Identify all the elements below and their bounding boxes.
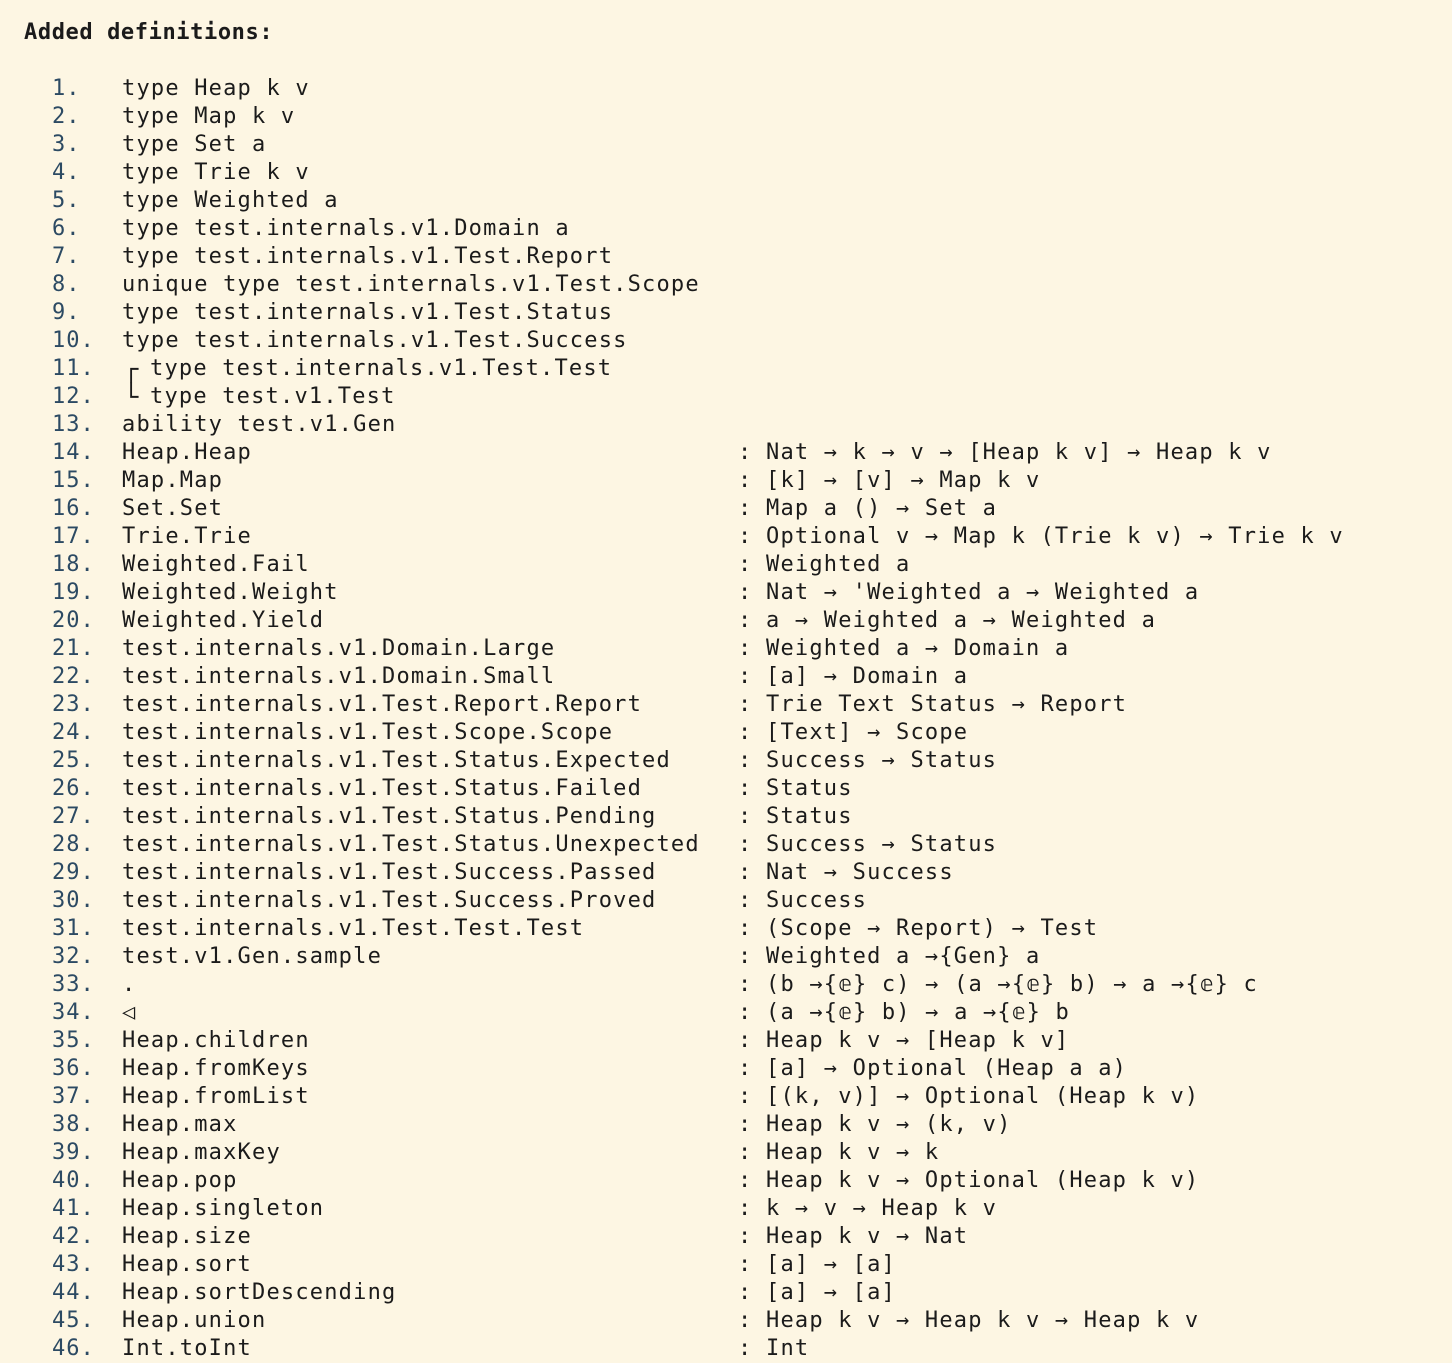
type-colon: : — [738, 1000, 752, 1025]
type-signature: Heap k v → [Heap k v] — [766, 1028, 1070, 1053]
definition-name: Heap.sortDescending — [122, 1280, 397, 1305]
type-colon: : — [738, 1280, 752, 1305]
type-signature: Status — [766, 804, 853, 829]
type-colon: : — [738, 1308, 752, 1333]
definition-number: 9. — [52, 300, 81, 325]
definition-number: 8. — [52, 272, 81, 297]
definition-name: Weighted.Yield — [122, 608, 325, 633]
type-signature: Optional v → Map k (Trie k v) → Trie k v — [766, 524, 1344, 549]
type-signature: Heap k v → Optional (Heap k v) — [766, 1168, 1200, 1193]
group-bracket: └ — [124, 383, 139, 411]
definition-number: 46. — [52, 1336, 95, 1361]
definition-name: Heap.pop — [122, 1168, 238, 1193]
type-signature: (b →{𝕖} c) → (a →{𝕖} b) → a →{𝕖} c — [766, 972, 1259, 997]
definition-name: test.v1.Gen.sample — [122, 944, 383, 969]
definition-name: type test.internals.v1.Test.Status — [122, 300, 614, 325]
type-colon: : — [738, 888, 752, 913]
type-colon: : — [738, 1196, 752, 1221]
definition-number: 21. — [52, 636, 95, 661]
type-signature: [a] → [a] — [766, 1280, 897, 1305]
definition-name: Heap.maxKey — [122, 1140, 281, 1165]
type-colon: : — [738, 1336, 752, 1361]
definition-number: 25. — [52, 748, 95, 773]
type-colon: : — [738, 776, 752, 801]
definition-name: test.internals.v1.Test.Status.Pending — [122, 804, 657, 829]
definition-name: Int.toInt — [122, 1336, 253, 1361]
type-colon: : — [738, 524, 752, 549]
type-colon: : — [738, 832, 752, 857]
definition-number: 7. — [52, 244, 81, 269]
definition-number: 36. — [52, 1056, 95, 1081]
definition-number: 17. — [52, 524, 95, 549]
definition-name: type Map k v — [122, 104, 296, 129]
output-heading: Added definitions: — [24, 20, 274, 45]
type-signature: (Scope → Report) → Test — [766, 916, 1099, 941]
definition-name: type Heap k v — [122, 76, 310, 101]
definition-number: 24. — [52, 720, 95, 745]
definition-number: 23. — [52, 692, 95, 717]
type-signature: [Text] → Scope — [766, 720, 969, 745]
definition-number: 14. — [52, 440, 95, 465]
definition-name: Weighted.Fail — [122, 552, 310, 577]
definition-name: test.internals.v1.Test.Success.Proved — [122, 888, 657, 913]
type-colon: : — [738, 748, 752, 773]
type-signature: Heap k v → Nat — [766, 1224, 969, 1249]
type-signature: [(k, v)] → Optional (Heap k v) — [766, 1084, 1200, 1109]
definition-name: type test.internals.v1.Test.Report — [122, 244, 614, 269]
definition-name: test.internals.v1.Test.Status.Failed — [122, 776, 643, 801]
definition-name: ability test.v1.Gen — [122, 412, 397, 437]
definition-name: ◁ — [122, 1000, 137, 1025]
definition-name: type Weighted a — [122, 188, 339, 213]
definition-number: 12. — [52, 384, 95, 409]
type-colon: : — [738, 636, 752, 661]
definition-number: 10. — [52, 328, 95, 353]
definition-number: 20. — [52, 608, 95, 633]
definition-name: test.internals.v1.Domain.Large — [122, 636, 556, 661]
definition-number: 37. — [52, 1084, 95, 1109]
type-signature: Trie Text Status → Report — [766, 692, 1128, 717]
definition-name: Heap.fromList — [122, 1084, 310, 1109]
type-colon: : — [738, 860, 752, 885]
definition-name: Heap.Heap — [122, 440, 253, 465]
definition-name: test.internals.v1.Test.Report.Report — [122, 692, 643, 717]
type-colon: : — [738, 552, 752, 577]
definition-number: 45. — [52, 1308, 95, 1333]
definition-number: 44. — [52, 1280, 95, 1305]
definition-name: type Set a — [122, 132, 267, 157]
type-signature: Heap k v → (k, v) — [766, 1112, 1012, 1137]
type-signature: Success → Status — [766, 748, 998, 773]
definition-number: 18. — [52, 552, 95, 577]
definition-number: 16. — [52, 496, 95, 521]
type-signature: Map a () → Set a — [766, 496, 998, 521]
definition-name: test.internals.v1.Test.Scope.Scope — [122, 720, 614, 745]
definition-name: test.internals.v1.Test.Status.Expected — [122, 748, 671, 773]
type-colon: : — [738, 664, 752, 689]
type-colon: : — [738, 1140, 752, 1165]
definition-name: . — [122, 972, 137, 997]
definition-number: 29. — [52, 860, 95, 885]
definition-name: test.internals.v1.Test.Status.Unexpected — [122, 832, 700, 857]
definition-number: 35. — [52, 1028, 95, 1053]
type-colon: : — [738, 1084, 752, 1109]
type-signature: [a] → Optional (Heap a a) — [766, 1056, 1128, 1081]
type-signature: [a] → Domain a — [766, 664, 969, 689]
definition-number: 27. — [52, 804, 95, 829]
type-colon: : — [738, 1252, 752, 1277]
definition-number: 34. — [52, 1000, 95, 1025]
definition-name: type Trie k v — [122, 160, 310, 185]
type-signature: [k] → [v] → Map k v — [766, 468, 1041, 493]
definition-number: 33. — [52, 972, 95, 997]
definition-number: 5. — [52, 188, 81, 213]
type-colon: : — [738, 720, 752, 745]
definition-name: Weighted.Weight — [122, 580, 339, 605]
type-signature: Success → Status — [766, 832, 998, 857]
definition-number: 4. — [52, 160, 81, 185]
definition-name: Heap.union — [122, 1308, 267, 1333]
definition-number: 41. — [52, 1196, 95, 1221]
type-signature: Weighted a → Domain a — [766, 636, 1070, 661]
definition-number: 31. — [52, 916, 95, 941]
type-colon: : — [738, 804, 752, 829]
type-colon: : — [738, 440, 752, 465]
type-colon: : — [738, 580, 752, 605]
definition-number: 28. — [52, 832, 95, 857]
definition-name: unique type test.internals.v1.Test.Scope — [122, 272, 700, 297]
definition-number: 11. — [52, 356, 95, 381]
definition-name: test.internals.v1.Domain.Small — [122, 664, 556, 689]
type-colon: : — [738, 1224, 752, 1249]
definition-name: Heap.sort — [122, 1252, 253, 1277]
definition-name: Map.Map — [122, 468, 224, 493]
definition-number: 32. — [52, 944, 95, 969]
definition-number: 42. — [52, 1224, 95, 1249]
type-colon: : — [738, 468, 752, 493]
definition-name: Heap.singleton — [122, 1196, 325, 1221]
definition-name: type test.internals.v1.Domain a — [122, 216, 570, 241]
group-bracket: ┌ — [124, 355, 139, 383]
definition-number: 1. — [52, 76, 81, 101]
definition-number: 43. — [52, 1252, 95, 1277]
definition-name: Heap.fromKeys — [122, 1056, 310, 1081]
type-colon: : — [738, 1168, 752, 1193]
definition-number: 19. — [52, 580, 95, 605]
type-colon: : — [738, 1028, 752, 1053]
type-colon: : — [738, 692, 752, 717]
definition-number: 13. — [52, 412, 95, 437]
definition-number: 22. — [52, 664, 95, 689]
type-signature: Weighted a →{Gen} a — [766, 944, 1041, 969]
definition-name: type test.internals.v1.Test.Test — [150, 356, 613, 381]
type-signature: Nat → k → v → [Heap k v] → Heap k v — [766, 440, 1272, 465]
type-colon: : — [738, 496, 752, 521]
type-signature: [a] → [a] — [766, 1252, 897, 1277]
type-signature: a → Weighted a → Weighted a — [766, 608, 1157, 633]
definition-name: Trie.Trie — [122, 524, 253, 549]
type-colon: : — [738, 1056, 752, 1081]
definition-number: 26. — [52, 776, 95, 801]
definition-number: 30. — [52, 888, 95, 913]
definition-name: Set.Set — [122, 496, 224, 521]
definition-name: type test.v1.Test — [150, 384, 396, 409]
type-colon: : — [738, 608, 752, 633]
definition-number: 3. — [52, 132, 81, 157]
definition-name: test.internals.v1.Test.Test.Test — [122, 916, 585, 941]
type-signature: k → v → Heap k v — [766, 1196, 998, 1221]
type-signature: Success — [766, 888, 868, 913]
type-signature: Nat → 'Weighted a → Weighted a — [766, 580, 1200, 605]
type-signature: Heap k v → k — [766, 1140, 940, 1165]
type-colon: : — [738, 916, 752, 941]
type-signature: Weighted a — [766, 552, 911, 577]
type-signature: Nat → Success — [766, 860, 954, 885]
definition-number: 15. — [52, 468, 95, 493]
definition-number: 40. — [52, 1168, 95, 1193]
type-signature: Int — [766, 1336, 810, 1361]
definition-name: Heap.children — [122, 1028, 310, 1053]
type-signature: Status — [766, 776, 853, 801]
type-signature: Heap k v → Heap k v → Heap k v — [766, 1308, 1200, 1333]
definition-name: test.internals.v1.Test.Success.Passed — [122, 860, 657, 885]
definition-name: Heap.max — [122, 1112, 238, 1137]
definition-name: type test.internals.v1.Test.Success — [122, 328, 628, 353]
definition-number: 6. — [52, 216, 81, 241]
definition-number: 38. — [52, 1112, 95, 1137]
type-colon: : — [738, 1112, 752, 1137]
type-signature: (a →{𝕖} b) → a →{𝕖} b — [766, 1000, 1070, 1025]
definition-number: 39. — [52, 1140, 95, 1165]
type-colon: : — [738, 972, 752, 997]
definition-name: Heap.size — [122, 1224, 253, 1249]
definition-number: 2. — [52, 104, 81, 129]
type-colon: : — [738, 944, 752, 969]
